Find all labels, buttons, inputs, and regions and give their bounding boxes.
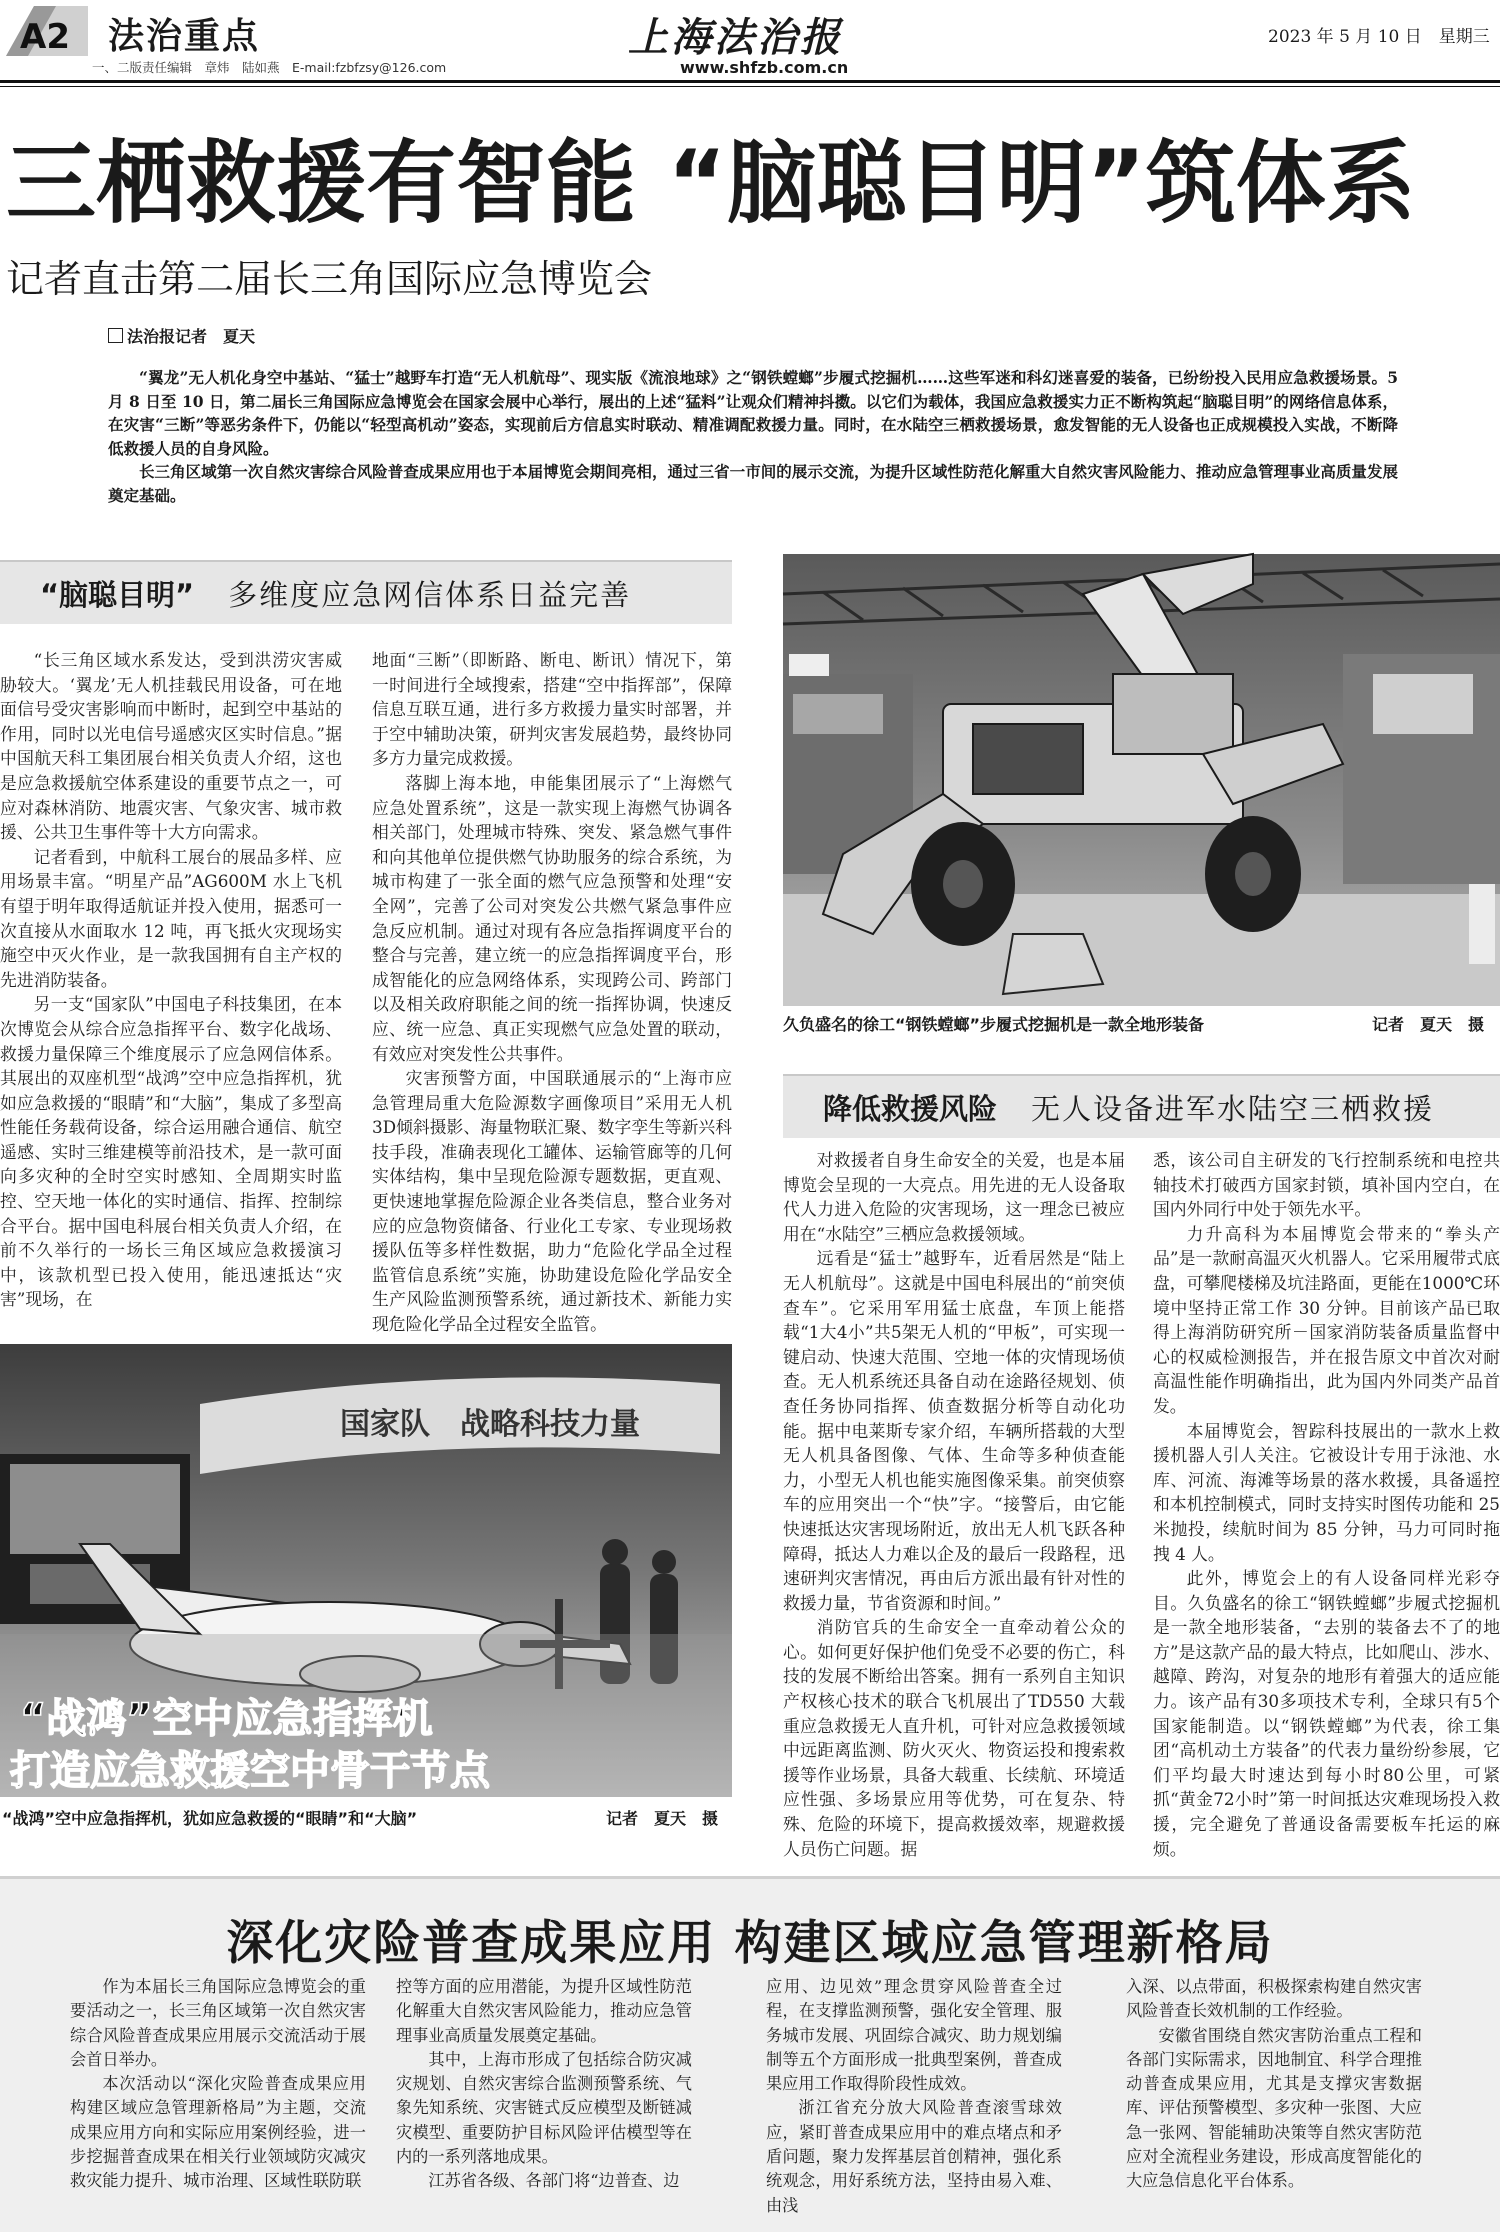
subheadline: 记者直击第二届长三角国际应急博览会 (6, 257, 653, 301)
overlay-title-line2: 打造应急救援空中骨干节点 (10, 1748, 490, 1794)
lead-paragraphs (108, 366, 1398, 507)
article-paragraph: 本届博览会，智踪科技展出的一款水上救援机器人引人关注。它被设计专用于泳池、水库、河流、海滩等场景的落水救援，具备遥控和本机控制模式，同时支持实时图传功能和 25 米抛投，续航时间为 85 分钟，马力可同时拖拽 4 人。 (1153, 1420, 1500, 1564)
bottom-paragraph: 江苏省各级、各部门将“边普查、边 (428, 2171, 680, 2191)
main-headline: 三栖救援有智能 “脑聪目明”筑体系 (6, 131, 1416, 236)
booth-sign-text: 国家队 战略科技力量 (340, 1407, 640, 1442)
excavator-photo-caption: 久负盛名的徐工“钢铁螳螂”步履式挖掘机是一款全地形装备 (783, 1015, 1205, 1034)
article-paragraph: 地面“三断”（即断路、断电、断讯）情况下，第一时间进行全域搜索，搭建“空中指挥部”，保障信息互联互通，进行多方救援力量实时部署，并于空中辅助决策，研判灾害发展趋势，最终协同多方力量完成救援。 (372, 650, 732, 769)
section-banner-subtitle: 多维度应急网信体系日益完善 (228, 577, 632, 612)
bottom-feature-title: 深化灾险普查成果应用 构建区域应急管理新格局 (226, 1916, 1274, 1971)
section-banner-title: 降低救援风险 (823, 1091, 998, 1126)
editors-line: 一、二版责任编辑 章炜 陆如燕 E-mail:fzbfzsy@126.com (92, 60, 447, 75)
article-paragraph: 落脚上海本地，申能集团展示了“上海燃气应急处置系统”，这是一款实现上海燃气协调各相关部门，处理城市特殊、突发、紧急燃气事件和向其他单位提供燃气协助服务的综合系统，为城市构建了一张全面的燃气应急预警和处理“安全网”，完善了公司对突发公共燃气紧急事件应急反应机制。通过对现有各应急指挥调度平台的整合与完善，建立统一的应急指挥调度平台，形成智能化的应急网络体系，实现跨公司、跨部门以及相关政府职能之间的统一指挥协调，快速反应、统一应急、真正实现燃气应急处置的联动，有效应对突发性公共事件。 (372, 772, 732, 1064)
bottom-paragraph: 浙江省充分放大风险普查滚雪球效应，紧盯普查成果应用中的难点堵点和矛盾问题，聚力发挥基层首创精神，强化系统观念，用好系统方法，坚持由易入难、由浅 (766, 2098, 1062, 2215)
lead-paragraph: “翼龙”无人机化身空中基站、“猛士”越野车打造“无人机航母”、现实版《流浪地球》之“钢铁螳螂”步履式挖掘机……这些军迷和科幻迷喜爱的装备，已纷纷投入民用应急救援场景。5 月 8 日至 10 日，第二届长三角国际应急博览会在国家会展中心举行，展出的上述“猛料”让观众们精神抖擞。以它们为载体，我国应急救援实力正不断构筑起“脑聪目明”的网络信息体系，在灾害“三断”等恶劣条件下，仍能以“轻型高机动”姿态，实现前后方信息实时联动、精准调配救援力量。同时，在水陆空三栖救援场景，愈发智能的无人设备也正成规模投入实战，不断降低救援人员的自身风险。 (108, 368, 1398, 458)
article-column-1 (0, 648, 342, 1310)
section-banner-title: “脑聪目明” (40, 577, 195, 612)
aircraft-photo-credit: 记者 夏天 摄 (606, 1809, 719, 1828)
bottom-paragraph: 控等方面的应用潜能，为提升区域性防范化解重大自然灾害风险能力，推动应急管理事业高质量发展奠定基础。 (396, 1977, 692, 2045)
bottom-paragraph: 其中，上海市形成了包括综合防灾减灾规划、自然灾害综合监测预警系统、气象先知系统、灾害链式反应模型及断链减灾模型、重要防护目标风险评估模型等在内的一系列落地成果。 (396, 2049, 692, 2167)
article-paragraph: “长三角区域水系发达，受到洪涝灾害威胁较大。‘翼龙’无人机挂载民用设备，可在地面信号受灾害影响而中断时，起到空中基站的作用，同时以光电信号遥感灾区实时信息。”据中国航天科工集团展台相关负责人介绍，这也是应急救援航空体系建设的重要节点之一，可应对森林消防、地震灾害、气象灾害、城市救援、公共卫生事件等十大方向需求。 (0, 650, 342, 843)
section-title: 法治重点 (108, 15, 261, 57)
bottom-column-1 (70, 1975, 366, 2225)
excavator-illustration (783, 554, 1500, 1006)
section-banner-brain (0, 560, 732, 624)
lead-paragraph: 长三角区域第一次自然灾害综合风险普查成果应用也于本届博览会期间亮相，通过三省一市间的展示交流，为提升区域性防范化解重大自然灾害风险能力、推动应急管理事业高质量发展奠定基础。 (108, 462, 1398, 505)
article-paragraph: 此外，博览会上的有人设备同样光彩夺目。久负盛名的徐工“钢铁螳螂”步履式挖掘机是一款全地形装备，“去别的装备去不了的地方”是这款产品的最大特点，比如爬山、涉水、越障、跨沟，对复杂的地形有着强大的适应能力。该产品有30多项技术专利，全球只有5个国家能制造。以“钢铁螳螂”为代表，徐工集团“高机动土方装备”的代表力量纷纷参展，它们平均最大时速达到每小时80公里，可紧抓“黄金72小时”第一时间抵达灾难现场投入救援，完全避免了普通设备需要板车托运的麻烦。 (1153, 1568, 1500, 1859)
overlay-title-line1: “战鸿”空中应急指挥机 (20, 1696, 433, 1742)
bottom-paragraph: 入深、以点带面，积极探索构建自然灾害风险普查长效机制的工作经验。 (1126, 1977, 1422, 2021)
article-paragraph: 另一支“国家队”中国电子科技集团，在本次博览会从综合应急指挥平台、数字化战场、救援力量保障三个维度展示了应急网信体系。其展出的双座机型“战鸿”空中应急指挥机，犹如应急救援的“眼睛”和“大脑”，集成了多型高性能任务载荷设备，综合运用融合通信、航空遥感、实时三维建模等前沿技术，是一款可面向多灾种的全时空实时感知、全周期实时监控、空天地一体化的实时通信、指挥、控制综合平台。据中国电科展台相关负责人介绍，在前不久举行的一场长三角区域应急救援演习中，该款机型已投入使用，能迅速抵达“灾害”现场，在 (0, 994, 342, 1310)
article-paragraph: 对救援者自身生命安全的关爱，也是本届博览会呈现的一大亮点。用先进的无人设备取代人力进入危险的灾害现场，这一理念已被应用在“水陆空”三栖应急救援领域。 (783, 1150, 1125, 1244)
byline (108, 324, 255, 347)
article-paragraph: 远看是“猛士”越野车，近看居然是“陆上无人机航母”。这就是中国电科展出的“前突侦查车”。它采用军用猛士底盘，车顶上能搭载“1大4小”共5架无人机的“甲板”，可实现一键启动、快速大范围、空地一体的灾情现场侦查。无人机系统还具备自动在途路径规划、侦查任务协同指挥、侦查数据分析等自动化功能。据中电莱斯专家介绍，车辆所搭载的大型无人机具备图像、气体、生命等多种侦查能力，小型无人机也能实施图像采集。前突侦察车的应用突出一个“快”字。“接警后，由它能快速抵达灾害现场附近，放出无人机飞跃各种障碍，抵达人力难以企及的最后一段路程，迅速研判灾害情况，再由后方派出最有针对性的救援力量，节省资源和时间。” (783, 1248, 1125, 1613)
header-rule-thin (0, 86, 1500, 87)
article-column-2 (372, 648, 732, 1335)
bottom-column-2 (396, 1975, 692, 2225)
header-rule (0, 80, 1500, 83)
byline-box-icon (108, 328, 123, 343)
section-badge (4, 4, 90, 62)
byline-text: 法治报记者 夏天 (127, 327, 256, 346)
article-paragraph: 力升高科为本届博览会带来的“拳头产品”是一款耐高温灭火机器人。它采用履带式底盘，可攀爬楼梯及坑洼路面，更能在1000℃环境中坚持正常工作 30 分钟。目前该产品已取得上海消防研究所－国家消防装备质量监督中心的权威检测报告，并在报告原文中首次对耐高温性能作明确指出，此为国内外同类产品首发。 (1153, 1223, 1500, 1416)
section-badge-text: A2 (20, 17, 70, 57)
article-paragraph: 记者看到，中航科工展台的展品多样、应用场景丰富。“明星产品”AG600M 水上飞机有望于明年取得适航证并投入使用，据悉可一次直接从水面取水 12 吨，再飞抵火灾现场实施空中灭火作业，是一款我国拥有自主产权的先进消防装备。 (0, 846, 342, 990)
section-banner-risk (783, 1074, 1500, 1138)
bottom-column-4 (1126, 1975, 1422, 2225)
bottom-paragraph: 本次活动以“深化灾险普查成果应用构建区域应急管理新格局”为主题，交流成果应用方向和实际应用案例经验，进一步挖掘普查成果在相关行业领域防灾减灾救灾能力提升、城市治理、区域性联防联 (70, 2074, 366, 2191)
aircraft-photo-caption: “战鸿”空中应急指挥机，犹如应急救援的“眼睛”和“大脑” (2, 1809, 418, 1828)
bottom-column-3 (766, 1975, 1062, 2225)
excavator-photo-credit: 记者 夏天 摄 (1372, 1015, 1485, 1034)
article-paragraph: 悉，该公司自主研发的飞行控制系统和电控共轴技术打破西方国家封锁，填补国内空白，在国内外同行中处于领先水平。 (1153, 1150, 1500, 1220)
bottom-paragraph: 安徽省围绕自然灾害防治重点工程和各部门实际需求，因地制宜、科学合理推动普查成果应用，尤其是支撑灾害数据库、评估预警模型、多灾种一张图、大应急一张网、智能辅助决策等自然灾害防范应对全流程业务建设，形成高度智能化的大应急信息化平台体系。 (1126, 2025, 1422, 2191)
excavator-photo (783, 554, 1500, 1006)
bottom-paragraph: 应用、边见效”理念贯穿风险普查全过程，在支撑监测预警，强化安全管理、服务城市发展、巩固综合减灾、助力规划编制等五个方面形成一批典型案例，普查成果应用工作取得阶段性成效。 (766, 1977, 1062, 2094)
article-paragraph: 消防官兵的生命安全一直牵动着公众的心。如何更好保护他们免受不必要的伤亡，科技的发展不断给出答案。拥有一系列自主知识产权核心技术的联合飞机展出了TD550 大载重应急救援无人直升机，可针对应急救援领域中远距离监测、防火灭火、物资运投和搜索救援等作业场景，具备大载重、长续航、环境适应性强、多场景应用等优势，可在复杂、特殊、危险的环境下，提高救援效率，规避救援人员伤亡问题。据 (783, 1617, 1125, 1859)
bottom-paragraph: 作为本届长三角国际应急博览会的重要活动之一，长三角区域第一次自然灾害综合风险普查成果应用展示交流活动于展会首日举办。 (70, 1977, 366, 2069)
issue-date: 2023 年 5 月 10 日 星期三 (1268, 27, 1490, 47)
command-aircraft-photo (0, 1344, 732, 1797)
aircraft-illustration (0, 1344, 732, 1797)
article-column-4 (1153, 1148, 1500, 1859)
article-column-3 (783, 1148, 1125, 1859)
section-banner-subtitle: 无人设备进军水陆空三栖救援 (1031, 1091, 1435, 1126)
article-paragraph: 灾害预警方面，中国联通展示的“上海市应急管理局重大危险源数字画像项目”采用无人机3D倾斜摄影、海量物联汇聚、数字孪生等新兴科技手段，准确表现化工罐体、运输管廊等的几何实体结构，集中呈现危险源专题数据，更直观、更快速地掌握危险源企业各类信息，整合业务对应的应急物资储备、行业化工专家、专业现场救援队伍等多样性数据，助力“危险化学品全过程监管信息系统”实施，协助建设危险化学品安全生产风险监测预警系统，通过新技术、新能力实现危险化学品全过程安全监管。 (372, 1068, 732, 1335)
newspaper-url: www.shfzb.com.cn (680, 58, 849, 77)
newspaper-masthead: 上海法治报 (628, 14, 843, 61)
